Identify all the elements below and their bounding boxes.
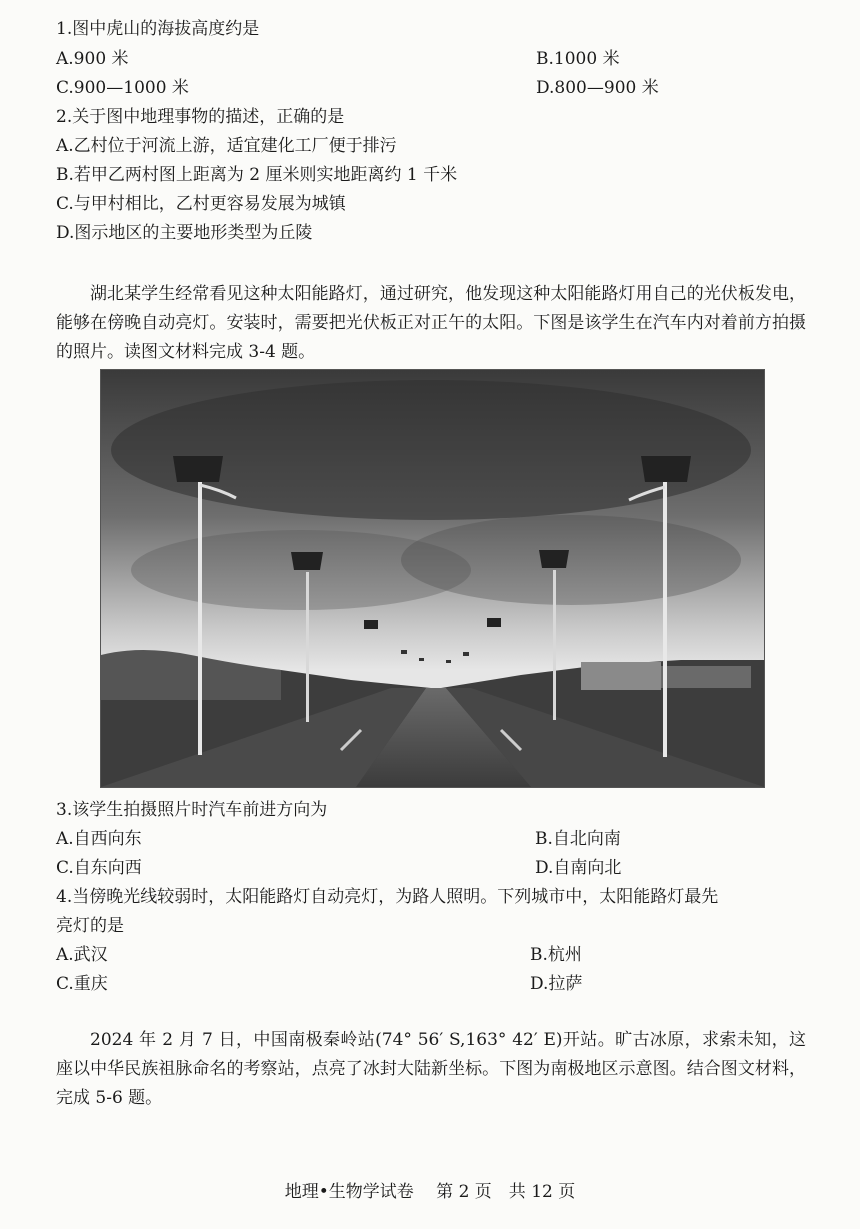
q4-stem-line1: 4.当傍晚光线较弱时，太阳能路灯自动亮灯，为路人照明。下列城市中，太阳能路灯最先 bbox=[56, 887, 719, 907]
q2-option-a: A.乙村位于河流上游，适宜建化工厂便于排污 bbox=[56, 136, 397, 156]
q2-option-b: B.若甲乙两村图上距离为 2 厘米则实地距离约 1 千米 bbox=[56, 165, 458, 185]
passage-solar-streetlight: 湖北某学生经常看见这种太阳能路灯，通过研究，他发现这种太阳能路灯用自己的光伏板发电，能够在傍晚自动亮灯。安装时，需要把光伏板正对正午的太阳。下图是该学生在汽车内对着前方拍摄的照片。读图文材料完成 3-4 题。 bbox=[56, 284, 806, 362]
q1-option-a: A.900 米 bbox=[56, 49, 129, 69]
q3-option-a: A.自西向东 bbox=[56, 829, 142, 849]
q2-option-d: D.图示地区的主要地形类型为丘陵 bbox=[56, 223, 313, 243]
q2-stem: 2.关于图中地理事物的描述，正确的是 bbox=[56, 107, 345, 127]
q4-stem-line2: 亮灯的是 bbox=[56, 916, 124, 936]
q4-option-a: A.武汉 bbox=[56, 945, 108, 965]
passage-qinling-station: 2024 年 2 月 7 日，中国南极秦岭站(74° 56′ S,163° 42′ E)开站。旷古冰原，求索未知，这座以中华民族祖脉命名的考察站，点亮了冰封大陆新坐标。下图为南极地区示意图。结合图文材料，完成 5-6 题。 bbox=[56, 1030, 806, 1108]
q4-option-b: B.杭州 bbox=[530, 945, 582, 965]
q3-option-c: C.自东向西 bbox=[56, 858, 142, 878]
q1-option-b: B.1000 米 bbox=[536, 49, 620, 69]
q3-option-b: B.自北向南 bbox=[535, 829, 621, 849]
q4-option-c: C.重庆 bbox=[56, 974, 108, 994]
q3-option-d: D.自南向北 bbox=[535, 858, 622, 878]
streetlight-photo bbox=[100, 369, 765, 788]
q1-option-c: C.900—1000 米 bbox=[56, 78, 189, 98]
q1-option-d: D.800—900 米 bbox=[536, 78, 659, 98]
page-footer: 地理•生物学试卷 第 2 页 共 12 页 bbox=[284, 1182, 576, 1202]
q2-option-c: C.与甲村相比，乙村更容易发展为城镇 bbox=[56, 194, 346, 214]
q1-stem: 1.图中虎山的海拔高度约是 bbox=[56, 19, 260, 39]
q4-option-d: D.拉萨 bbox=[530, 974, 583, 994]
q3-stem: 3.该学生拍摄照片时汽车前进方向为 bbox=[56, 800, 328, 820]
